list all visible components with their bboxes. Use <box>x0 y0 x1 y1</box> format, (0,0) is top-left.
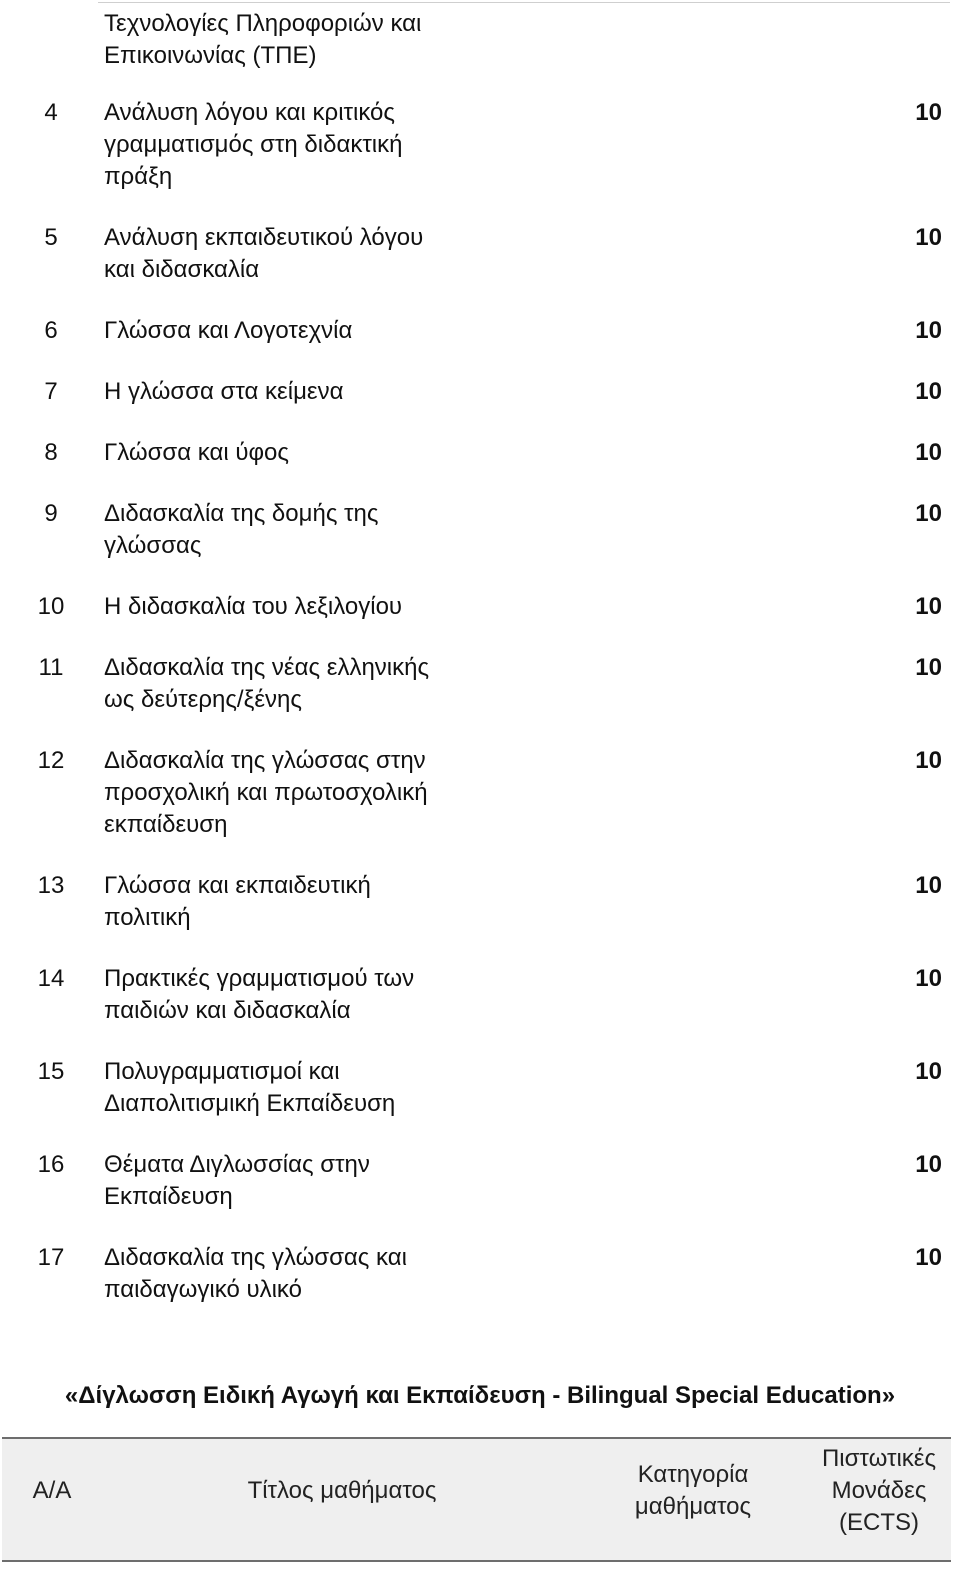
course-number: 4 <box>44 99 58 126</box>
course-number: 10 <box>37 593 65 620</box>
course-title: Διδασκαλία της νέας ελληνικής ως δεύτερης/ξένης <box>104 654 430 713</box>
course-row <box>0 963 960 1027</box>
course-row <box>0 1056 960 1120</box>
course-row <box>0 437 960 469</box>
course-list <box>0 97 960 1335</box>
course-title: Θέματα Διγλωσσίας στην Εκπαίδευση <box>104 1151 370 1210</box>
course-ects: 10 <box>915 593 942 620</box>
course-number: 9 <box>44 500 58 527</box>
course-title: Πολυγραμματισμοί και Διαπολιτισμική Εκπαίδευση <box>104 1058 396 1117</box>
course-ects: 10 <box>915 872 942 899</box>
course-row <box>0 498 960 562</box>
course-row <box>0 652 960 716</box>
continued-course-title: Τεχνολογίες Πληροφοριών και Επικοινωνίας (ΤΠΕ) <box>104 10 422 69</box>
course-title: Η διδασκαλία του λεξιλογίου <box>104 593 403 620</box>
course-ects: 10 <box>915 1244 942 1271</box>
table-top-divider <box>98 2 950 3</box>
header-aa: Α/Α <box>32 1477 72 1504</box>
course-title: Γλώσσα και Λογοτεχνία <box>104 317 353 344</box>
header-course-title: Τίτλος μαθήματος <box>247 1477 437 1504</box>
course-title: Ανάλυση λόγου και κριτικός γραμματισμός στη διδακτική πράξη <box>104 99 403 190</box>
course-number: 12 <box>37 747 65 774</box>
course-number: 15 <box>37 1058 65 1085</box>
course-number: 17 <box>37 1244 65 1271</box>
course-number: 6 <box>44 317 58 344</box>
course-title: Διδασκαλία της γλώσσας στην προσχολική και πρωτοσχολική εκπαίδευση <box>104 747 428 838</box>
course-ects: 10 <box>915 378 942 405</box>
course-row <box>0 315 960 347</box>
course-title: Πρακτικές γραμματισμού των παιδιών και διδασκαλία <box>104 965 415 1024</box>
course-row <box>0 591 960 623</box>
header-ects: Πιστωτικές Μονάδες (ECTS) <box>821 1445 937 1536</box>
course-ects: 10 <box>915 965 942 992</box>
course-ects: 10 <box>915 439 942 466</box>
course-number: 11 <box>38 654 64 681</box>
header-course-category: Κατηγορία μαθήματος <box>634 1461 752 1520</box>
course-row <box>0 222 960 286</box>
course-title: Ανάλυση εκπαιδευτικού λόγου και διδασκαλία <box>104 224 424 283</box>
course-ects: 10 <box>915 224 942 251</box>
course-ects: 10 <box>915 99 942 126</box>
course-number: 8 <box>44 439 58 466</box>
course-title: Γλώσσα και εκπαιδευτική πολιτική <box>104 872 371 931</box>
course-title: Διδασκαλία της γλώσσας και παιδαγωγικό υλικό <box>104 1244 407 1303</box>
course-row <box>0 1242 960 1306</box>
course-number: 14 <box>37 965 65 992</box>
course-ects: 10 <box>915 654 942 681</box>
course-number: 7 <box>44 378 58 405</box>
course-row <box>0 1149 960 1213</box>
course-row <box>0 870 960 934</box>
course-number: 16 <box>37 1151 65 1178</box>
course-title: Η γλώσσα στα κείμενα <box>104 378 344 405</box>
course-table-header <box>2 1437 951 1562</box>
course-number: 5 <box>44 224 58 251</box>
course-row <box>0 97 960 193</box>
course-title: Διδασκαλία της δομής της γλώσσας <box>104 500 379 559</box>
course-title: Γλώσσα και ύφος <box>104 439 289 466</box>
course-ects: 10 <box>915 1151 942 1178</box>
course-ects: 10 <box>915 747 942 774</box>
course-row <box>0 745 960 841</box>
program-title: «Δίγλωσση Ειδική Αγωγή και Εκπαίδευση - Bilingual Special Education» <box>64 1382 896 1409</box>
course-row <box>0 376 960 408</box>
course-ects: 10 <box>915 1058 942 1085</box>
course-ects: 10 <box>915 500 942 527</box>
course-ects: 10 <box>915 317 942 344</box>
course-number: 13 <box>37 872 65 899</box>
